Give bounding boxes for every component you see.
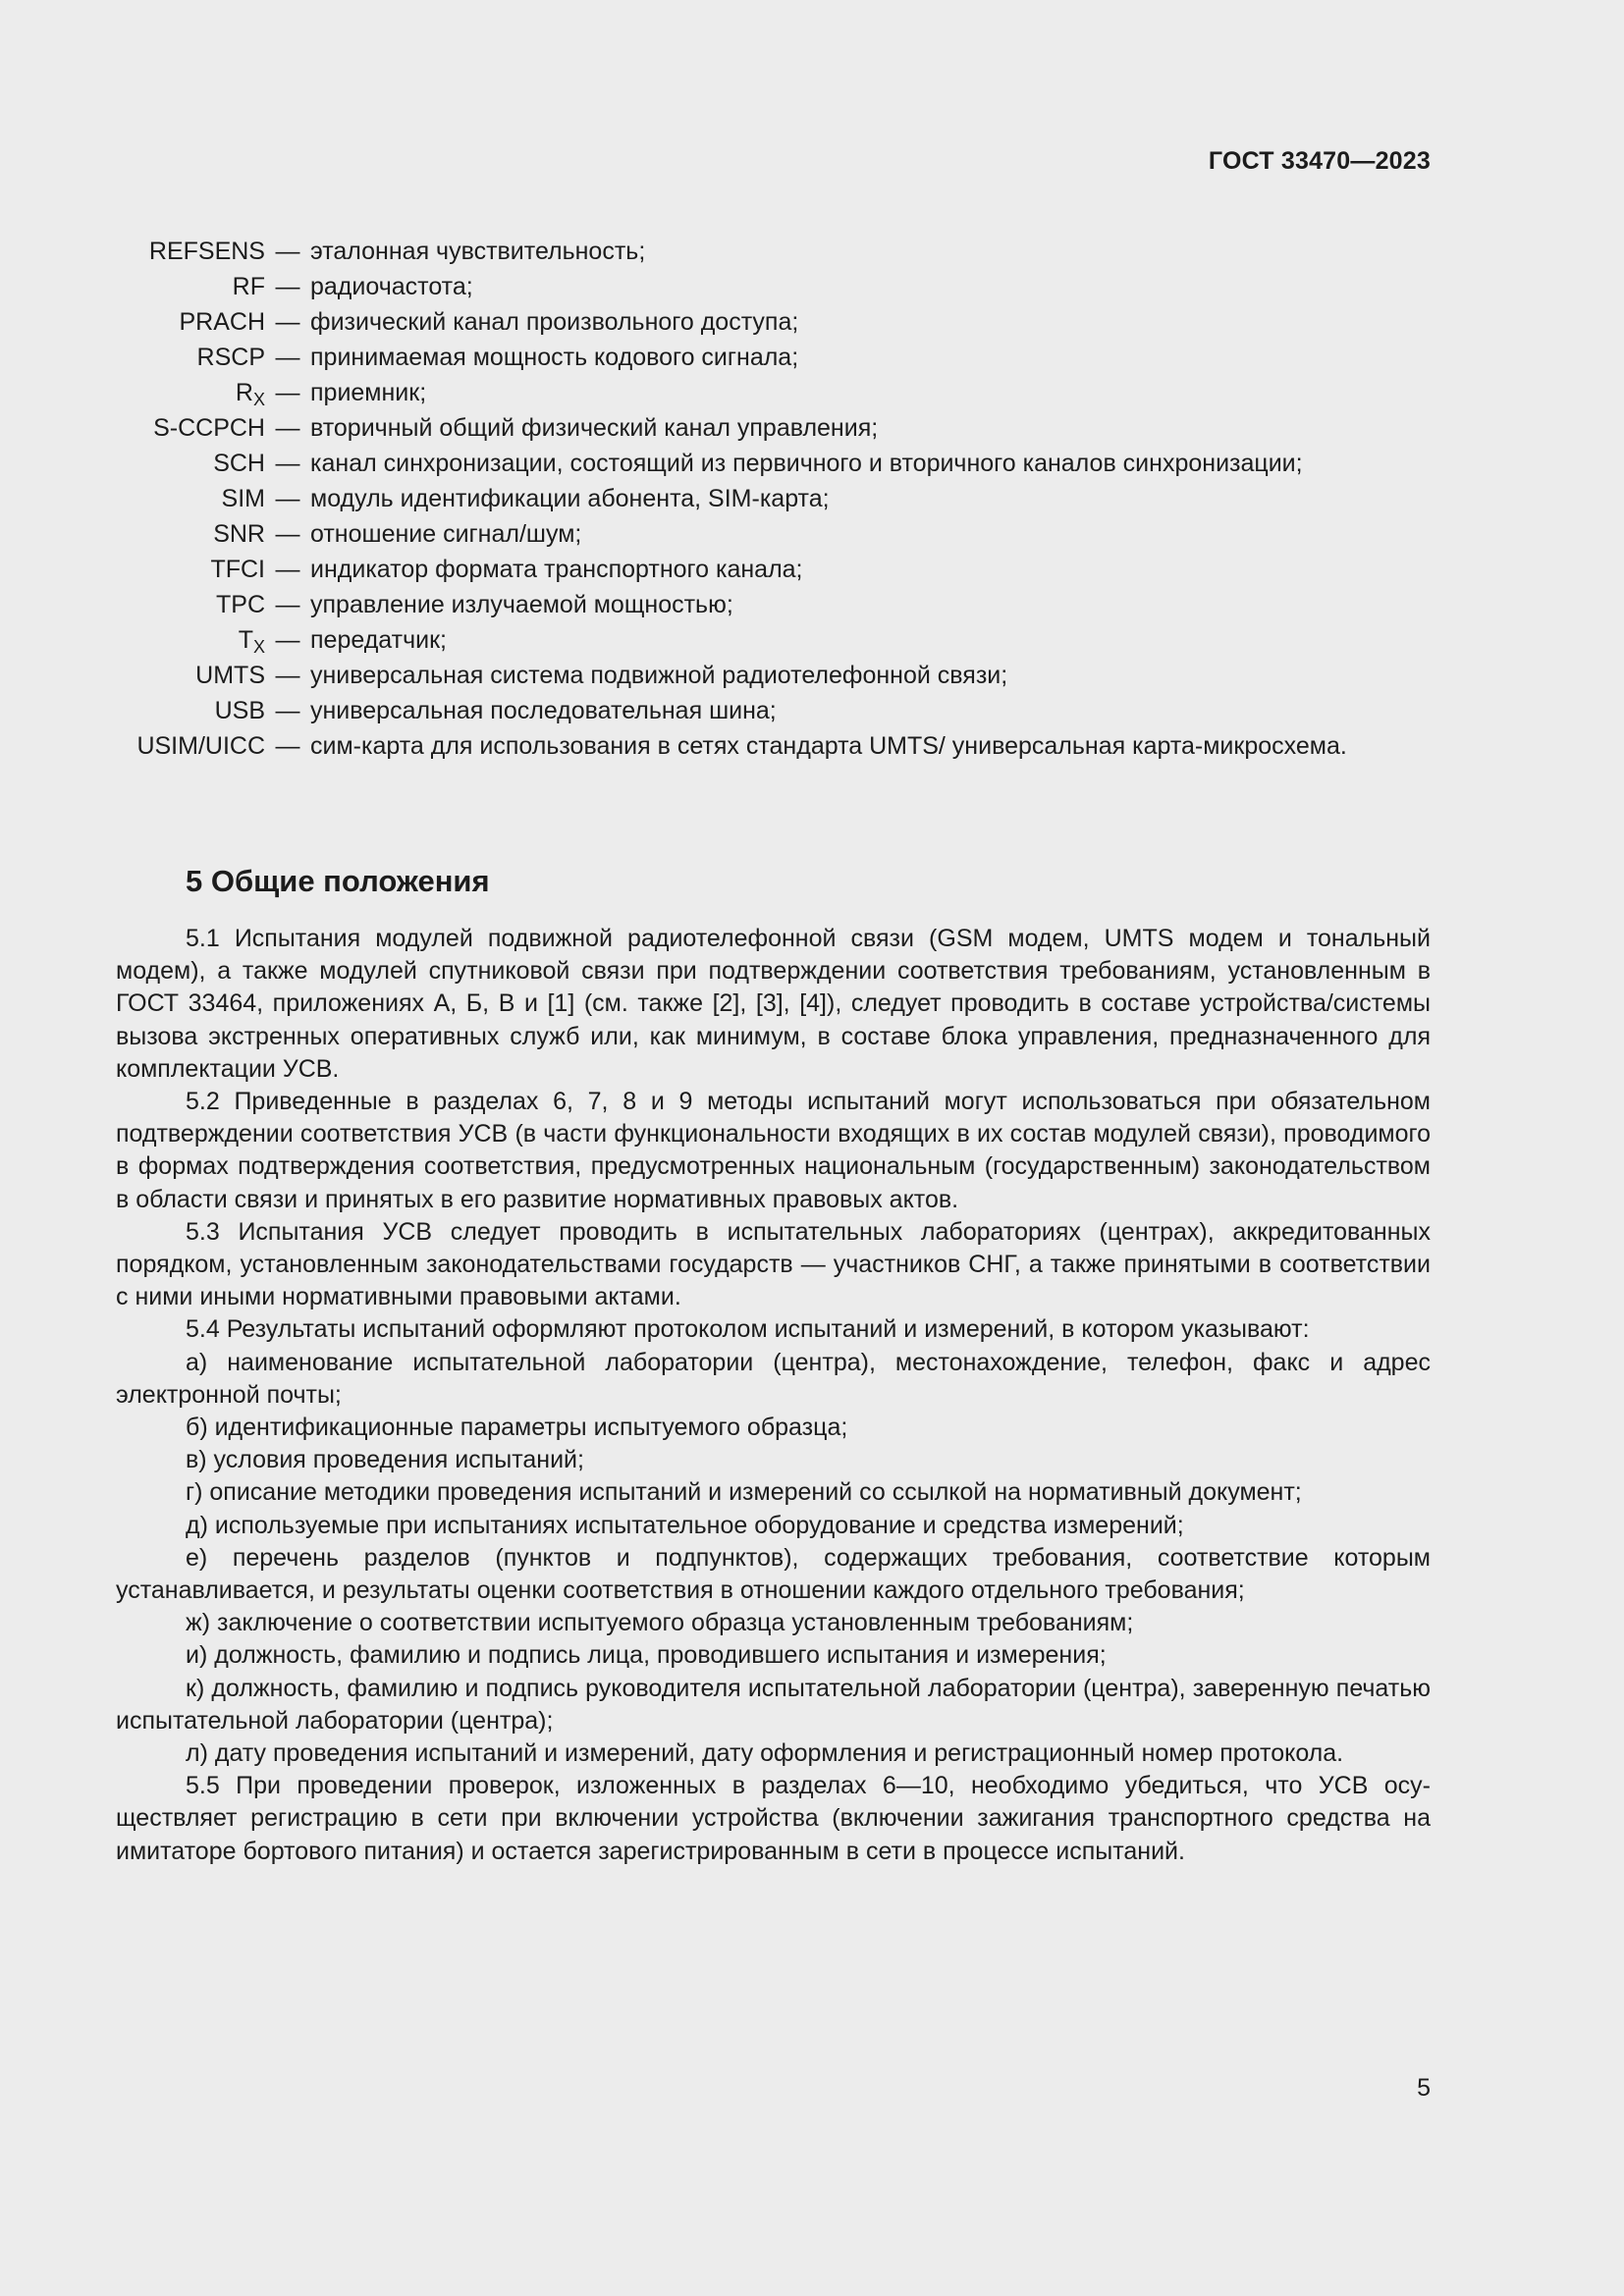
list-item: б) идентификационные параметры испытуемого образца; [186,1414,848,1442]
abbreviation-definition: приемник; [310,379,427,406]
abbreviation-item [116,410,1431,446]
abbreviation-definition: универсальная последовательная шина; [310,697,777,724]
abbreviation-term-subscript: X [252,390,265,409]
abbreviation-definition: управление излучаемой мощностью; [310,591,733,618]
abbreviation-dash: — [275,520,300,548]
abbreviation-definition: индикатор формата транспортного канала; [310,556,803,583]
list-item: е) перечень разделов (пунктов и подпунктов), содержащих требования, соответствие которым устанавливается, и результаты оценки соответствия в отношении каждого отдельного требования; [116,1543,1431,1605]
abbreviation-definition: физический канал произвольного доступа; [310,308,799,336]
section-title: 5 Общие положения [186,864,490,898]
abbreviation-item [116,234,1431,269]
list-item: л) дату проведения испытаний и измерений, дату оформления и регистрационный номер протокола. [186,1739,1344,1768]
list-item: д) используемые при испытаниях испытательное оборудование и средства измерений; [186,1511,1184,1539]
paragraph: 5.2 Приведенные в разделах 6, 7, 8 и 9 методы испытаний могут использоваться при обязательном подтверждении соответствия УСВ (в части функциональности входящих в их состав модулей связи), проводимого в формах подтверждения соответствия, предусмотренных национальным (государственным) законодательством в области связи и принятых в его развитие нормативных правовых актов. [116,1088,1431,1213]
abbreviation-definition: отношение сигнал/шум; [310,520,582,548]
abbreviation-item [116,446,1431,481]
abbreviation-term: UMTS [195,662,265,689]
abbreviation-item [116,375,1431,410]
page-number: 5 [1417,2074,1431,2102]
abbreviation-item [116,269,1431,304]
abbreviation-dash: — [275,697,300,724]
abbreviation-definition: вторичный общий физический канал управления; [310,414,879,442]
paragraph: 5.5 При проведении проверок, изложенных в разделах 6—10, необходимо убедиться, что УСВ осуществляет регистрацию в сети при включении устройства (включении зажигания транспортного средства на имитаторе бортового питания) и остается зарегистрированным в сети в процессе испытаний. [116,1772,1431,1865]
list-item: в) условия проведения испытаний; [186,1446,584,1474]
abbreviation-term: TFCI [210,556,265,583]
abbreviation-term [116,375,265,410]
abbreviation-term: SCH [213,450,265,477]
abbreviation-term: S-CCPCH [153,414,265,442]
abbreviation-dash: — [275,485,300,512]
abbreviation-definition: эталонная чувствительность; [310,238,646,265]
abbreviation-term: TPC [216,591,265,618]
abbreviation-dash: — [275,450,300,477]
document-header: ГОСТ 33470—2023 [1208,147,1431,175]
abbreviation-dash: — [275,626,300,654]
abbreviation-item [116,481,1431,516]
list-item: г) описание методики проведения испытаний и измерений со ссылкой на нормативный документ; [186,1478,1302,1507]
abbreviations-list [116,234,1431,764]
section-body [116,923,1431,1868]
abbreviation-dash: — [275,344,300,371]
abbreviation-definition: канал синхронизации, состоящий из первичного и вторичного каналов синхронизации; [310,450,1303,477]
abbreviation-definition: принимаемая мощность кодового сигнала; [310,344,799,371]
abbreviation-definition: сим-карта для использования в сетях стандарта UMTS/ универсальная карта-микросхема. [310,732,1347,760]
abbreviation-definition: передатчик; [310,626,447,654]
abbreviation-term-base: R [235,379,253,406]
abbreviation-dash: — [275,662,300,689]
abbreviation-dash: — [275,414,300,442]
abbreviation-item [116,658,1431,693]
abbreviation-dash: — [275,308,300,336]
abbreviation-item [116,728,1431,764]
paragraph: 5.1 Испытания модулей подвижной радиотелефонной связи (GSM модем, UMTS модем и тональный модем), а также модулей спутниковой связи при подтверждении соответствия требованиям, установленным в ГОСТ 33464, приложениях А, Б, В и [1] (см. также [2], [3], [4]), следует проводить в составе устройства/системы вызова экстренных оперативных служб или, как минимум, в составе блока управления, предназначенного для комплектации УСВ. [116,925,1431,1083]
paragraph: 5.3 Испытания УСВ следует проводить в испытательных лабораториях (центрах), аккредитованных порядком, установленным законодательствами государств — участников СНГ, а также принятыми в соответствии с ними иными нормативными правовыми актами. [116,1217,1431,1311]
abbreviation-definition: универсальная система подвижной радиотелефонной связи; [310,662,1008,689]
list-item: ж) заключение о соответствии испытуемого образца установленным требованиям; [186,1609,1134,1637]
list-item: а) наименование испытательной лаборатории (центра), местонахождение, телефон, факс и адрес электронной почты; [116,1348,1431,1409]
abbreviation-term: REFSENS [148,238,265,265]
abbreviation-term: USIM/UICC [136,732,265,760]
abbreviation-item [116,516,1431,552]
abbreviation-definition: радиочастота; [310,273,473,300]
abbreviation-term: RSCP [196,344,265,371]
abbreviation-dash: — [275,591,300,618]
abbreviation-term: SNR [213,520,265,548]
abbreviation-term: USB [214,697,265,724]
abbreviation-term: RF [232,273,265,300]
abbreviation-item [116,587,1431,622]
abbreviation-item [116,622,1431,658]
abbreviation-term: SIM [221,485,265,512]
list-item: и) должность, фамилию и подпись лица, проводившего испытания и измерения; [186,1641,1107,1670]
abbreviation-dash: — [275,556,300,583]
abbreviation-term [116,622,265,658]
abbreviation-definition: модуль идентификации абонента, SIM-карта; [310,485,830,512]
abbreviation-item [116,304,1431,340]
abbreviation-term-base: T [238,626,253,654]
list-item: к) должность, фамилию и подпись руководителя испытательной лаборатории (центра), заверенную печатью испытательной лаборатории (центра); [116,1674,1431,1735]
abbreviation-item [116,693,1431,728]
abbreviation-dash: — [275,238,300,265]
abbreviation-item [116,552,1431,587]
abbreviation-dash: — [275,273,300,300]
paragraph: 5.4 Результаты испытаний оформляют протоколом испытаний и измерений, в котором указывают: [186,1315,1310,1344]
abbreviation-dash: — [275,732,300,760]
abbreviation-term-subscript: X [252,637,265,657]
abbreviation-dash: — [275,379,300,406]
abbreviation-term: PRACH [179,308,265,336]
abbreviation-item [116,340,1431,375]
